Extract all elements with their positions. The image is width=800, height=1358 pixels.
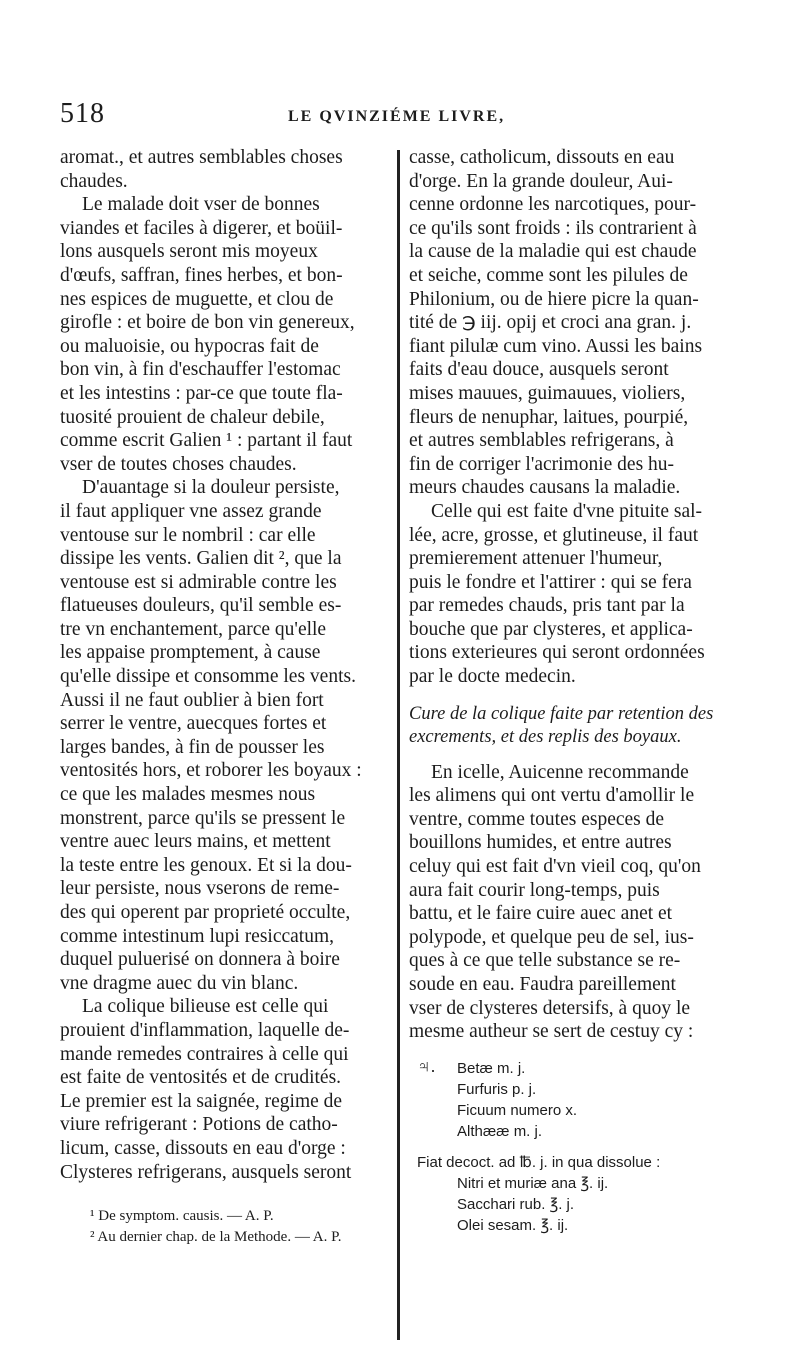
text-line: ce que les malades mesmes nous — [60, 784, 316, 806]
text-line: La colique bilieuse est celle qui — [82, 996, 329, 1018]
text-line: et les intestins : par-ce que toute fla- — [60, 382, 343, 404]
text-line: bon vin, à fin d'eschauffer l'estomac — [60, 359, 341, 381]
text-line: tuosité prouient de chaleur debile, — [60, 406, 325, 428]
text-line: des qui operent par proprieté occulte, — [60, 902, 351, 923]
text-line: soude en eau. Faudra pareillement — [409, 974, 676, 995]
text-line: Althææ m. j. — [457, 1122, 543, 1140]
text-line: par le docte medecin. — [409, 666, 576, 688]
text-line: tité de ℈ iij. opij et croci ana gran. j. — [409, 312, 692, 334]
text-line: ou maluoisie, ou hypocras fait de — [60, 335, 319, 357]
paragraph-7 — [409, 761, 738, 1044]
text-line: bouillons humides, et entre autres — [409, 832, 672, 854]
text-line: la cause de la maladie qui est chaude — [409, 241, 697, 263]
text-line: fin de corriger l'acrimonie des hu- — [409, 453, 675, 475]
text-line: fleurs de nenuphar, laitues, pourpié, — [409, 406, 689, 428]
text-line: vser de clysteres detersifs, à quoy le — [409, 997, 691, 1019]
text-line: chaudes. — [60, 170, 128, 192]
text-line: celuy qui est fait d'vn vieil coq, qu'on — [409, 856, 701, 878]
text-line: les appaise promptement, à cause — [60, 642, 321, 664]
text-line: ce qu'ils sont froids : ils contrarient à — [409, 217, 697, 239]
text-line: fiant pilulæ cum vino. Aussi les bains — [409, 335, 703, 357]
recipe-symbol: ♃. — [417, 1055, 436, 1076]
section-heading — [409, 703, 738, 749]
paragraph-5 — [409, 146, 738, 500]
text-line: licum, casse, dissouts en eau d'orge : — [60, 1137, 346, 1159]
text-line: vne dragme auec du vin blanc. — [60, 972, 299, 994]
text-line: Cure de la colique faite par retention des — [409, 703, 714, 724]
text-line: est faite de ventosités et de crudités. — [60, 1067, 342, 1089]
text-line: D'auantage si la douleur persiste, — [82, 477, 340, 499]
text-line: prouient d'inflammation, laquelle de- — [60, 1019, 350, 1041]
text-line: excrements, et des replis des boyaux. — [409, 726, 682, 747]
text-line: ventre, comme toutes especes de — [409, 808, 665, 830]
text-line: serrer le ventre, auecques fortes et — [60, 713, 327, 735]
paragraph-2 — [60, 193, 390, 476]
right-column — [409, 146, 738, 1236]
footnote-2: ² Au dernier chap. de la Methode. — A. P. — [90, 1229, 342, 1245]
text-line: cenne ordonne les narcotiques, pour- — [409, 194, 697, 216]
text-line: meurs chaudes causans la maladie. — [409, 477, 681, 499]
text-line: monstrent, parce qu'ils se pressent le — [60, 807, 346, 829]
text-line: tions exterieures qui seront ordonnées — [409, 642, 705, 664]
footnote-1: ¹ De symptom. causis. — A. P. — [90, 1208, 274, 1224]
text-line: viandes et faciles à digerer, et boüil- — [60, 217, 343, 239]
text-line: ventouse sur le nombril : car elle — [60, 524, 316, 546]
text-line: leur persiste, nous vserons de reme- — [60, 878, 340, 900]
text-line: mesme autheur se sert de cestuy cy : — [409, 1021, 694, 1043]
recipe-list-b — [409, 1173, 738, 1236]
text-line: nes espices de muguette, et clou de — [60, 288, 334, 310]
text-line: ventouse est si admirable contre les — [60, 571, 337, 593]
recipe-list-a — [457, 1058, 738, 1142]
footnotes — [90, 1206, 390, 1248]
column-divider — [397, 150, 400, 1340]
paragraph-3 — [60, 476, 390, 995]
paragraph-4 — [60, 995, 390, 1184]
text-line: duquel puluerisé on donnera à boire — [60, 949, 340, 971]
text-line: battu, et le faire cuire auec anet et — [409, 903, 673, 925]
text-line: vser de toutes choses chaudes. — [60, 453, 297, 475]
text-line: mande remedes contraires à celle qui — [60, 1043, 349, 1065]
text-line: Philonium, ou de hiere picre la quan- — [409, 288, 699, 310]
text-line: comme escrit Galien ¹ : partant il faut — [60, 430, 353, 452]
text-line: qu'elle dissipe et consomme les vents. — [60, 666, 356, 688]
text-line: les alimens qui ont vertu d'amollir le — [409, 785, 695, 807]
text-line: comme intestinum lupi resiccatum, — [60, 925, 335, 947]
text-line: la teste entre les genoux. Et si la dou- — [60, 854, 352, 876]
text-line: En icelle, Auicenne recommande — [431, 761, 689, 783]
text-line: Ficuum numero x. — [457, 1101, 578, 1119]
text-line: faits d'eau douce, ausquels seront — [409, 359, 669, 381]
recipe-decoction: Fiat decoct. ad ℔. j. in qua dissolue : — [417, 1153, 661, 1171]
text-line: aromat., et autres semblables choses — [60, 147, 343, 168]
text-line: Furfuris p. j. — [457, 1080, 537, 1098]
text-line: Le malade doit vser de bonnes — [82, 194, 320, 216]
text-line: tre vn enchantement, parce qu'elle — [60, 618, 327, 640]
paragraph-6 — [409, 500, 738, 689]
page-number: 518 — [60, 98, 105, 129]
text-line: et seiche, comme sont les pilules de — [409, 264, 688, 286]
text-line: Celle qui est faite d'vne pituite sal- — [431, 500, 703, 522]
text-line: Sacchari rub. ℥. j. — [457, 1195, 575, 1213]
text-line: premierement attenuer l'humeur, — [409, 548, 663, 570]
text-line: lons ausquels seront mis moyeux — [60, 241, 318, 263]
paragraph-1 — [60, 146, 390, 193]
page-header — [60, 98, 800, 138]
text-line: mises mauues, guimauues, violiers, — [409, 382, 686, 404]
recipe-ingredients-a — [409, 1055, 738, 1142]
text-line: il faut appliquer vne assez grande — [60, 500, 322, 522]
recipe-block — [409, 1055, 738, 1236]
text-line: Nitri et muriæ ana ℥. ij. — [457, 1174, 609, 1192]
text-line: dissipe les vents. Galien dit ², que la — [60, 548, 342, 570]
text-line: aura fait courir long-temps, puis — [409, 879, 660, 901]
text-line: lée, acre, grosse, et glutineuse, il faut — [409, 524, 699, 546]
text-line: viure refrigerant : Potions de catho- — [60, 1114, 338, 1136]
text-line: et autres semblables refrigerans, à — [409, 430, 674, 452]
text-line: Clysteres refrigerans, ausquels seront — [60, 1161, 352, 1183]
text-line: ques à ce que telle substance se re- — [409, 950, 681, 972]
running-title: LE QVINZIÉME LIVRE, — [288, 108, 506, 125]
text-line: par remedes chauds, pris tant par la — [409, 595, 685, 617]
text-line: Betæ m. j. — [457, 1059, 526, 1077]
left-column — [60, 146, 390, 1184]
text-line: casse, catholicum, dissouts en eau — [409, 147, 675, 168]
text-line: polypode, et quelque peu de sel, ius- — [409, 926, 694, 948]
text-line: ventre auec leurs mains, et mettent — [60, 831, 331, 853]
text-line: flatueuses douleurs, qu'il semble es- — [60, 595, 342, 617]
text-line: d'œufs, saffran, fines herbes, et bon- — [60, 264, 343, 286]
text-line: d'orge. En la grande douleur, Aui- — [409, 170, 673, 192]
text-line: Olei sesam. ℥. ij. — [457, 1216, 569, 1234]
text-line: Le premier est la saignée, regime de — [60, 1090, 343, 1112]
text-line: larges bandes, à fin de pousser les — [60, 736, 325, 758]
text-line: girofle : et boire de bon vin genereux, — [60, 312, 355, 334]
text-line: ventosités hors, et roborer les boyaux : — [60, 760, 362, 782]
text-line: Aussi il ne faut oublier à bien fort — [60, 689, 324, 711]
text-line: bouche que par clysteres, et applica- — [409, 618, 693, 640]
text-line: puis le fondre et l'attirer : qui se fera — [409, 571, 692, 593]
